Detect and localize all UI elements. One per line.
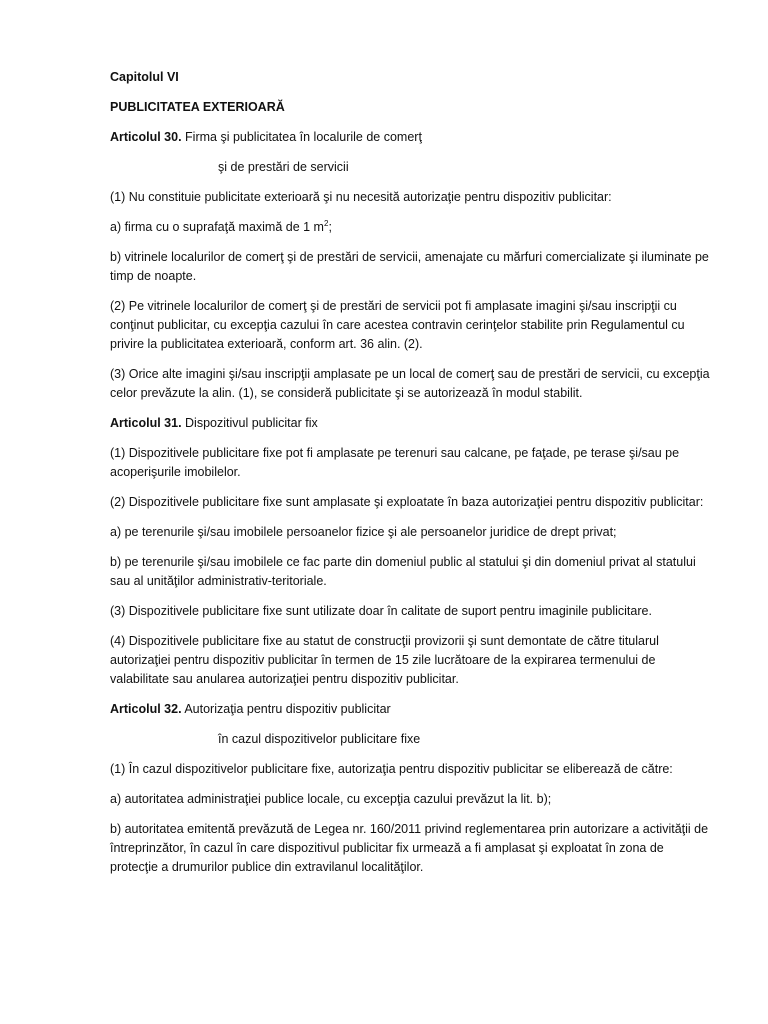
superscript-2: 2 [323, 219, 329, 228]
article-31-paragraph-2: (2) Dispozitivele publicitare fixe sunt amplasate şi exploatate în baza autorizaţiei pentru dispozitiv publicitar: [110, 495, 704, 509]
article-30-paragraph-1a [110, 218, 712, 237]
article-31-paragraph-2a: a) pe terenurile şi/sau imobilele persoanelor fizice şi ale persoanelor juridice de drept privat; [110, 525, 617, 539]
article-30-paragraph-1a-text: a) firma cu o suprafaţă maximă de 1 m [110, 220, 324, 234]
article-30-paragraph-1a-end: ; [328, 220, 332, 234]
article-31-paragraph-2b: b) pe terenurile şi/sau imobilele ce fac parte din domeniul public al statului şi din domeniul privat al statului sau al unităţilor administrativ-teritoriale. [110, 555, 696, 588]
article-31-paragraph-4: (4) Dispozitivele publicitare fixe au statut de construcţii provizorii şi sunt demontate de către titularul autorizaţiei pentru dispozitiv publicitar în termen de 15 zile lucrătoare de la expirarea termenului de valabilitate sau anularea autorizaţiei pentru dispozitiv publicitar. [110, 634, 659, 686]
article-30-title: Firma şi publicitatea în localurile de comerţ [185, 130, 422, 144]
article-30-paragraph-3: (3) Orice alte imagini şi/sau inscripţii amplasate pe un local de comerţ sau de prestări de servicii, cu excepţia celor prevăzute la alin. (1), se consideră publicitate şi se autorizează în modul stabilit. [110, 367, 710, 400]
article-31-label: Articolul 31. [110, 416, 182, 430]
article-32-paragraph-1: (1) În cazul dispozitivelor publicitare fixe, autorizaţia pentru dispozitiv publicitar se eliberează de către: [110, 762, 673, 776]
article-31-heading [110, 414, 712, 433]
article-32-heading [110, 700, 712, 719]
article-32-title-continued: în cazul dispozitivelor publicitare fixe [218, 732, 421, 746]
article-31-paragraph-1: (1) Dispozitivele publicitare fixe pot fi amplasate pe terenuri sau calcane, pe faţade, pe terase şi/sau pe acoperişurile imobilelor. [110, 446, 680, 479]
article-30-label: Articolul 30. [110, 130, 182, 144]
article-32-title: Autorizaţia pentru dispozitiv publicitar [184, 702, 391, 716]
article-30-heading [110, 128, 712, 147]
article-31-title: Dispozitivul publicitar fix [185, 416, 318, 430]
article-30-paragraph-1: (1) Nu constituie publicitate exterioară şi nu necesită autorizaţie pentru dispozitiv publicitar: [110, 190, 612, 204]
article-31-paragraph-3: (3) Dispozitivele publicitare fixe sunt utilizate doar în calitate de suport pentru imaginile publicitare. [110, 604, 652, 618]
chapter-number: Capitolul VI [110, 70, 179, 84]
chapter-title: PUBLICITATEA EXTERIOARĂ [110, 100, 285, 114]
article-32-label: Articolul 32. [110, 702, 182, 716]
article-30-paragraph-2: (2) Pe vitrinele localurilor de comerţ şi de prestări de servicii pot fi amplasate imagini şi/sau inscripţii cu conţinut publicitar, cu excepţia cazului în care acestea contravin cerinţelor stabilite prin Regulamentul cu privire la publicitatea exterioară, conform art. 36 alin. (2). [110, 299, 685, 351]
article-32-paragraph-1b: b) autoritatea emitentă prevăzută de Legea nr. 160/2011 privind reglementarea prin autorizare a activităţii de întreprinzător, în cazul în care dispozitivul publicitar fix urmează a fi amplasat şi exploatat în zona de protecţie a drumurilor publice din extravilanul localităţilor. [110, 822, 709, 874]
article-30-title-continued: şi de prestări de servicii [218, 160, 349, 174]
article-30-paragraph-1b: b) vitrinele localurilor de comerţ şi de prestări de servicii, amenajate cu mărfuri comercializate şi iluminate pe timp de noapte. [110, 250, 709, 283]
article-32-paragraph-1a: a) autoritatea administraţiei publice locale, cu excepţia cazului prevăzut la lit. b); [110, 792, 552, 806]
